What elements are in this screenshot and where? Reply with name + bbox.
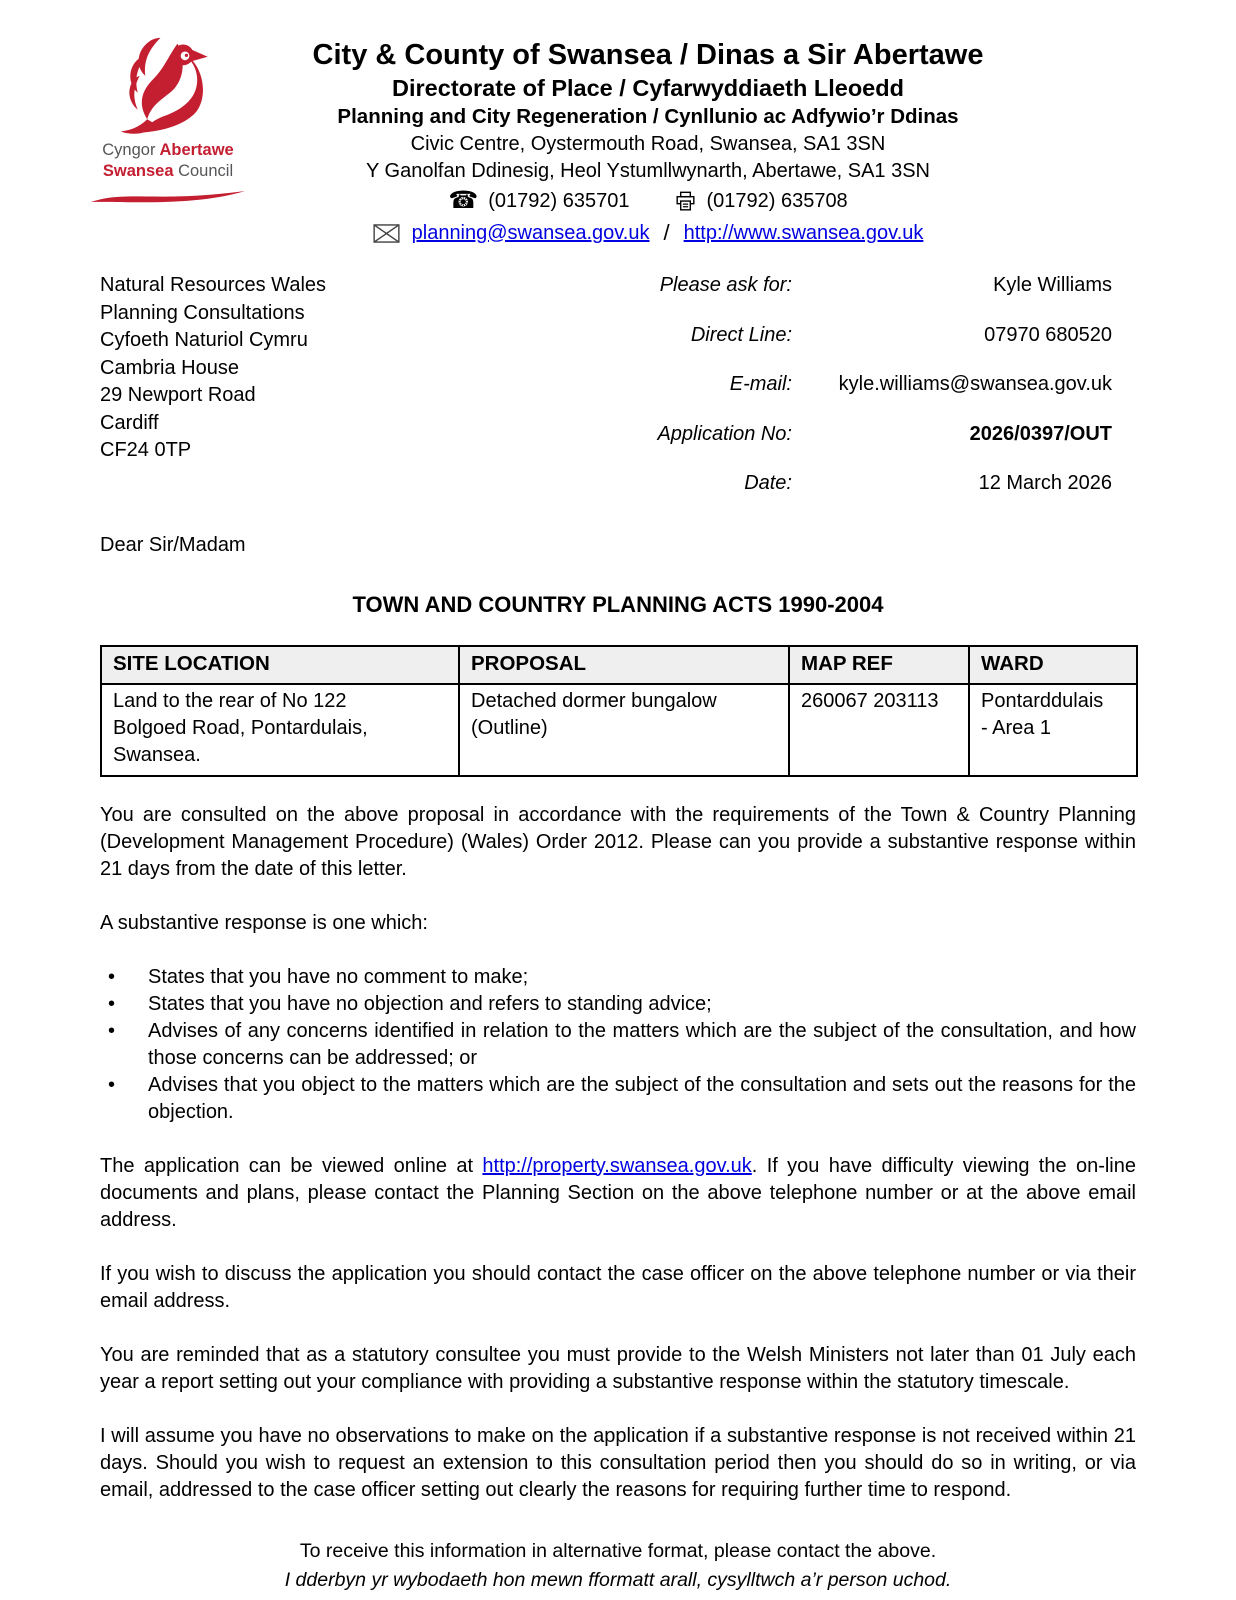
- fax-number: (01792) 635708: [706, 190, 848, 212]
- ward-text: Pontarddulais - Area 1: [981, 689, 1104, 739]
- recipient-line: 29 Newport Road: [100, 384, 256, 406]
- application-no: 2026/0397/OUT: [969, 422, 1112, 445]
- view-online-text-before: The application can be viewed online at: [100, 1154, 483, 1177]
- logo-word-cyngor: Cyngor: [102, 141, 156, 159]
- paragraph-assume: I will assume you have no observations to make on the application if a substantive response is not received within 21 days. Should you wish to request an extension to this consultation period then you should do so in writing, or via email, addressed to the case officer setting out clearly the reasons for requiring further time to respond.: [100, 1424, 1136, 1501]
- application-no-label: Application No:: [657, 422, 792, 445]
- phone-fax-line: [160, 186, 1136, 216]
- list-item: • Advises that you object to the matters which are the subject of the consultation and sets out the reasons for the objection.: [100, 1072, 1136, 1126]
- acts-title: TOWN AND COUNTRY PLANNING ACTS 1990-2004: [352, 591, 884, 617]
- planning-email-link[interactable]: planning@swansea.gov.uk: [411, 221, 650, 244]
- col-header-site-location: SITE LOCATION: [101, 646, 459, 684]
- col-header-ward: WARD: [969, 646, 1137, 684]
- officer-email: kyle.williams@swansea.gov.uk: [838, 373, 1112, 395]
- phone-number: (01792) 635701: [488, 190, 630, 212]
- address-welsh: Y Ganolfan Ddinesig, Heol Ystumllwynarth, Abertawe, SA1 3SN: [365, 160, 930, 182]
- site-location-text: Land to the rear of No 122 Bolgoed Road, Pontardulais, Swansea.: [113, 689, 368, 766]
- logo-word-council: Council: [178, 162, 234, 181]
- cell-site-location: [101, 684, 459, 776]
- recipient-line: Cyfoeth Naturiol Cymru: [100, 329, 308, 351]
- alternative-format-footer: [100, 1537, 1136, 1595]
- recipient-line: Planning Consultations: [100, 301, 305, 324]
- email-web-line: [160, 220, 1136, 246]
- footer-welsh: I dderbyn yr wybodaeth hon mewn fformatt arall, cysylltwch a’r person uchod.: [284, 1568, 952, 1591]
- council-logo-text: [78, 140, 258, 183]
- email-label: E-mail:: [729, 373, 792, 395]
- council-logo: [78, 36, 258, 205]
- address-english: Civic Centre, Oystermouth Road, Swansea, SA1 3SN: [410, 133, 886, 155]
- case-officer-name: Kyle Williams: [993, 274, 1112, 296]
- property-portal-link[interactable]: http://property.swansea.gov.uk: [482, 1154, 752, 1177]
- cell-ward: [969, 684, 1137, 776]
- cell-map-ref: 260067 203113: [789, 684, 969, 776]
- direct-line-number: 07970 680520: [984, 323, 1112, 346]
- directorate-line: Directorate of Place / Cyfarwyddiaeth Lleoedd: [392, 75, 904, 101]
- council-website-link[interactable]: http://www.swansea.gov.uk: [683, 221, 924, 244]
- recipient-line: Natural Resources Wales: [100, 274, 327, 296]
- please-ask-for-label: Please ask for:: [659, 274, 792, 296]
- table-header-row: [101, 646, 1137, 684]
- recipient-address: [100, 272, 326, 520]
- paragraph-view-online: [100, 1153, 1136, 1234]
- phoenix-bird-icon: [109, 36, 227, 140]
- paragraph-consultation: You are consulted on the above proposal in accordance with the requirements of the Town & Country Planning (Development Management Procedure) (Wales) Order 2012. Please can you provide a substantive response within 21 days from the date of this letter.: [100, 803, 1136, 880]
- list-item: • States that you have no objection and refers to standing advice;: [100, 991, 1136, 1018]
- logo-word-abertawe: Abertawe: [159, 141, 234, 159]
- logo-swoosh-icon: [89, 188, 247, 205]
- fax-icon: [675, 191, 696, 212]
- recipient-line: Cardiff: [100, 411, 159, 434]
- envelope-icon: [373, 224, 400, 243]
- link-separator: /: [663, 220, 670, 245]
- application-summary-table: [100, 645, 1138, 777]
- salutation: Dear Sir/Madam: [100, 533, 246, 556]
- direct-line-label: Direct Line:: [690, 323, 792, 346]
- paragraph-discuss: If you wish to discuss the application you should contact the case officer on the above telephone number or via their email address.: [100, 1262, 1136, 1312]
- paragraph-welsh-ministers: You are reminded that as a statutory consultee you must provide to the Welsh Ministers not later than 01 July each year a report setting out your compliance with providing a substantive response within the statutory timescale.: [100, 1343, 1136, 1393]
- col-header-map-ref: MAP REF: [789, 646, 969, 684]
- logo-word-swansea: Swansea: [102, 162, 174, 181]
- table-row: [101, 684, 1137, 776]
- letterhead: [100, 0, 1136, 246]
- telephone-icon: ☎: [448, 187, 479, 214]
- cell-proposal: Detached dormer bungalow (Outline): [459, 684, 789, 776]
- list-item: • States that you have no comment to make;: [100, 964, 1136, 991]
- recipient-line: CF24 0TP: [100, 439, 192, 461]
- footer-english: To receive this information in alternative format, please contact the above.: [299, 1539, 937, 1562]
- case-meta-fields: [552, 272, 1112, 520]
- recipient-meta-section: [100, 272, 1136, 520]
- col-header-proposal: PROPOSAL: [459, 646, 789, 684]
- list-item: • Advises of any concerns identified in relation to the matters which are the subject of the consultation, and how those concerns can be addressed; or: [100, 1018, 1136, 1072]
- recipient-line: Cambria House: [100, 356, 239, 379]
- paragraph-substantive: A substantive response is one which:: [100, 911, 428, 934]
- org-title: City & County of Swansea / Dinas a Sir Abertawe: [312, 39, 984, 71]
- letter-date: 12 March 2026: [978, 472, 1112, 494]
- view-online-text-after: . If you have difficulty viewing the on-line documents and plans, please contact the Planning Section on the above telephone number or at the above email address.: [100, 1154, 1136, 1231]
- department-line: Planning and City Regeneration / Cynllunio ac Adfywio’r Ddinas: [337, 105, 959, 128]
- substantive-response-list: [100, 964, 1136, 1126]
- date-label: Date:: [744, 472, 792, 494]
